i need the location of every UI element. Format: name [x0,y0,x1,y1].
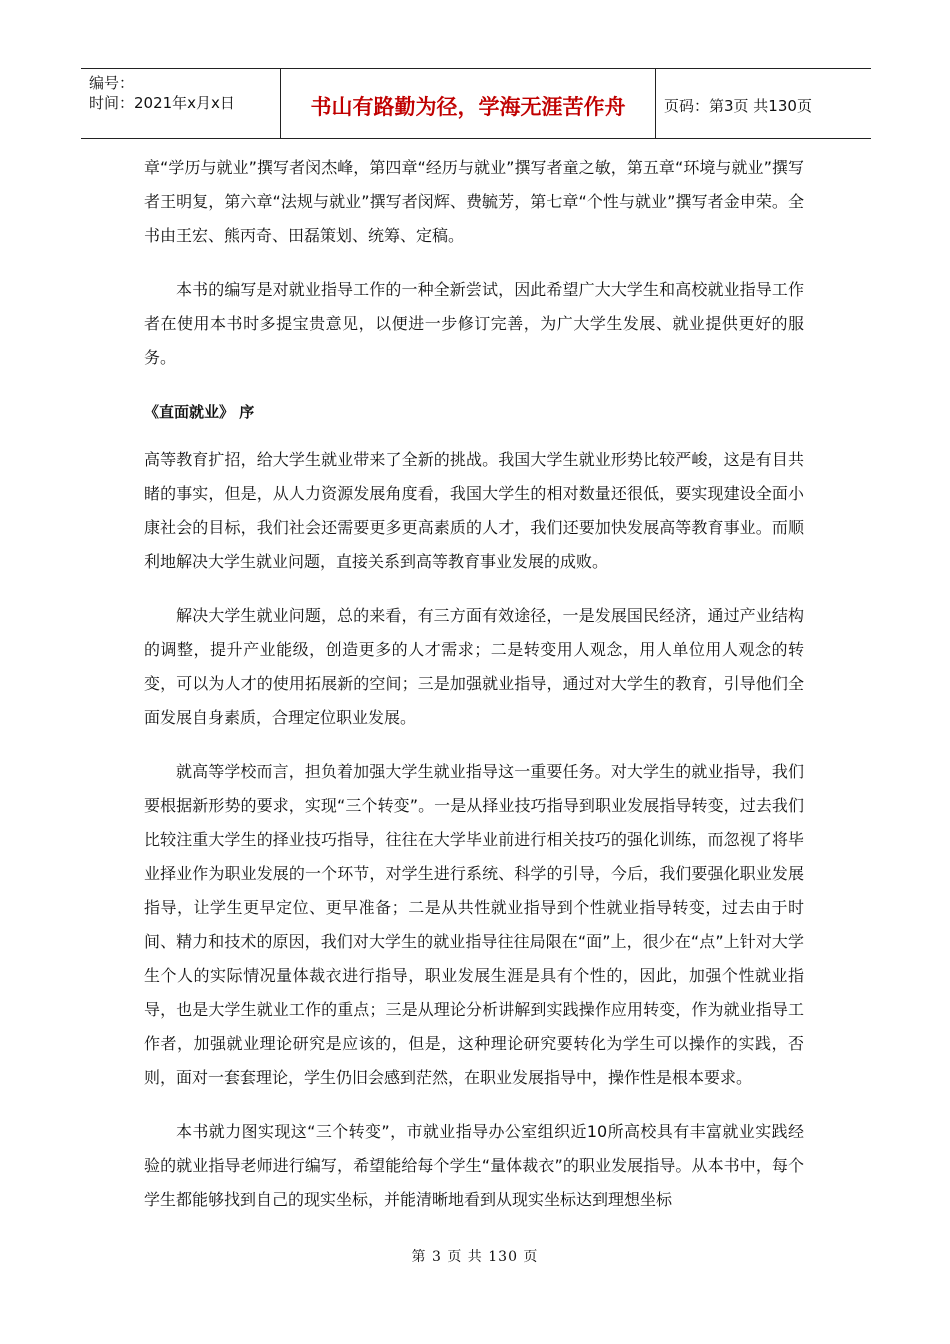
paragraph-2: 本书的编写是对就业指导工作的一种全新尝试，因此希望广大大学生和高校就业指导工作者在使用本书时多提宝贵意见，以便进一步修订完善，为广大学生发展、就业提供更好的服务。 [144,280,804,367]
document-body [144,151,804,1237]
paragraph-1: 章“学历与就业”撰写者闵杰峰，第四章“经历与就业”撰写者童之敏，第五章“环境与就业”撰写者王明复，第六章“法规与就业”撰写者闵辉、费毓芳，第七章“个性与就业”撰写者金申荣。全书由王宏、熊丙奇、田磊策划、统筹、定稿。 [144,158,804,245]
header-motto-cell [281,69,656,138]
page-info: 页码：第3页 共130页 [664,97,812,115]
page-footer: 第 3 页 共 130 页 [411,1249,539,1265]
paragraph-4: 解决大学生就业问题，总的来看，有三方面有效途径，一是发展国民经济，通过产业结构的调整，提升产业能级，创造更多的人才需求；二是转变用人观念，用人单位用人观念的转变，可以为人才的使用拓展新的空间；三是加强就业指导，通过对大学生的教育，引导他们全面发展自身素质，合理定位职业发展。 [144,606,804,727]
page-header [81,68,871,139]
paragraph-5: 就高等学校而言，担负着加强大学生就业指导这一重要任务。对大学生的就业指导，我们要根据新形势的要求，实现“三个转变”。一是从择业技巧指导到职业发展指导转变，过去我们比较注重大学生的择业技巧指导，往往在大学毕业前进行相关技巧的强化训练，而忽视了将毕业择业作为职业发展的一个环节，对学生进行系统、科学的引导，今后，我们要强化职业发展指导，让学生更早定位、更早准备；二是从共性就业指导到个性就业指导转变，过去由于时间、精力和技术的原因，我们对大学生的就业指导往往局限在“面”上，很少在“点”上针对大学生个人的实际情况量体裁衣进行指导，职业发展生涯是具有个性的，因此，加强个性就业指导，也是大学生就业工作的重点；三是从理论分析讲解到实践操作应用转变，作为就业指导工作者，加强就业理论研究是应该的，但是，这种理论研究要转化为学生可以操作的实践，否则，面对一套套理论，学生仍旧会感到茫然，在职业发展指导中，操作性是根本要求。 [144,762,804,1087]
header-page-info [656,69,871,138]
paragraph-3: 高等教育扩招，给大学生就业带来了全新的挑战。我国大学生就业形势比较严峻，这是有目共睹的事实，但是，从人力资源发展角度看，我国大学生的相对数量还很低，要实现建设全面小康社会的目标，我们社会还需要更多更高素质的人才，我们还要加快发展高等教育事业。而顺利地解决大学生就业问题，直接关系到高等教育事业发展的成败。 [144,450,804,571]
time-label: 时间：2021年x月x日 [89,94,235,112]
section-title: 《直面就业》 序 [144,403,255,421]
number-label: 编号： [89,74,135,92]
paragraph-6: 本书就力图实现这“三个转变”，市就业指导办公室组织近10所高校具有丰富就业实践经验的就业指导老师进行编写，希望能给每个学生“量体裁衣”的职业发展指导。从本书中，每个学生都能够找到自己的现实坐标，并能清晰地看到从现实坐标达到理想坐标 [144,1122,804,1209]
motto: 书山有路勤为径，学海无涯苦作舟 [310,94,626,119]
header-meta [81,69,281,138]
